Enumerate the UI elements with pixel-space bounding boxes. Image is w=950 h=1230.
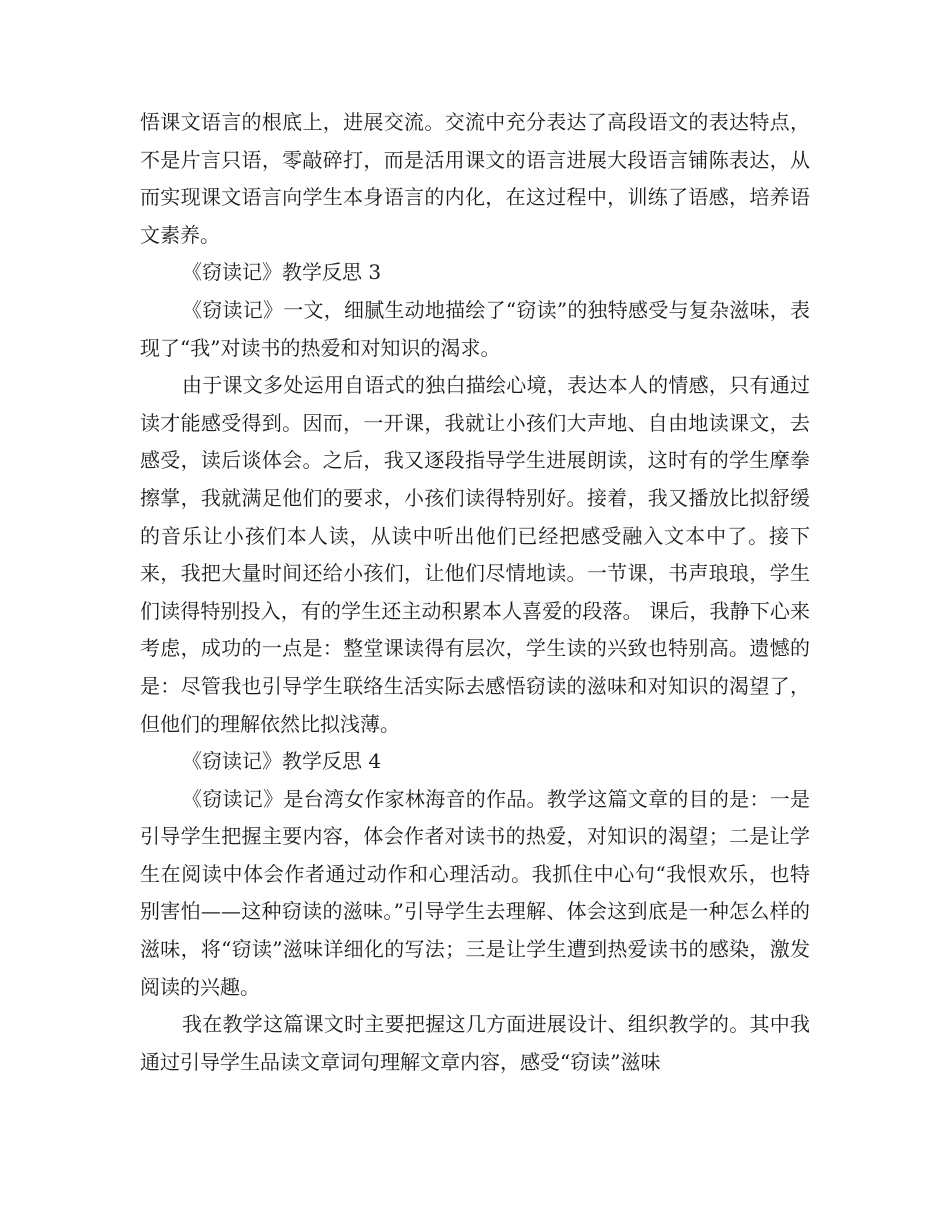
paragraph-body-3: 由于课文多处运用自语式的独白描绘心境，表达本人的情感，只有通过读才能感受得到。因而，一开课，我就让小孩们大声地、自由地读课文，去感受，读后谈体会。之后，我又逐段指导学生进展朗读，这时有的学生摩拳擦掌，我就满足他们的要求，小孩们读得特别好。接着，我又播放比拟舒缓的音乐让小孩们本人读，从读中听出他们已经把感受融入文本中了。接下来，我把大量时间还给小孩们，让他们尽情地读。一节课，书声琅琅，学生们读得特别投入，有的学生还主动积累本人喜爱的段落。 课后，我静下心来考虑，成功的一点是：整堂课读得有层次，学生读的兴致也特别高。遗憾的是：尽管我也引导学生联络生活实际去感悟窃读的滋味和对知识的渴望了，但他们的理解依然比拟浅薄。 — [140, 373, 810, 736]
paragraph-intro-3: 《窃读记》一文，细腻生动地描绘了“窃读”的独特感受与复杂滋味，表现了“我”对读书的热爱和对知识的渴求。 — [140, 297, 810, 360]
document-body — [140, 104, 810, 1081]
paragraph-continuation: 悟课文语言的根底上，进展交流。交流中充分表达了高段语文的表达特点，不是片言只语，零敲碎打，而是活用课文的语言进展大段语言铺陈表达，从而实现课文语言向学生本身语言的内化，在这过程中，训练了语感，培养语文素养。 — [140, 110, 810, 247]
paragraph-body-4: 我在教学这篇课文时主要把握这几方面进展设计、组织教学的。其中我通过引导学生品读文章词句理解文章内容，感受“窃读”滋味 — [140, 1012, 810, 1074]
section-heading-3: 《窃读记》教学反思 3 — [182, 260, 382, 285]
paragraph-intro-4: 《窃读记》是台湾女作家林海音的作品。教学这篇文章的目的是：一是引导学生把握主要内容，体会作者对读书的热爱，对知识的渴望；二是让学生在阅读中体会作者通过动作和心理活动。我抓住中心句“我恨欢乐，也特别害怕——这种窃读的滋味。”引导学生去理解、体会这到底是一种怎么样的滋味，将“窃读”滋味详细化的写法；三是让学生遭到热爱读书的感染，激发阅读的兴趣。 — [140, 786, 810, 999]
section-heading-4: 《窃读记》教学反思 4 — [182, 749, 382, 774]
